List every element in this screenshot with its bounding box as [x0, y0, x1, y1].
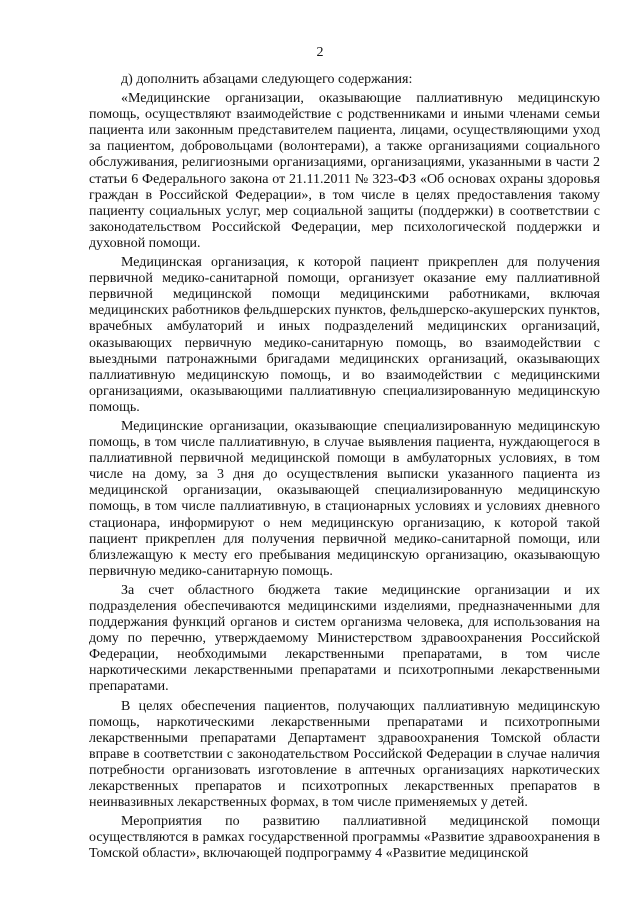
paragraph-narcotic-drugs: В целях обеспечения пациентов, получающих паллиативную медицинскую помощь, наркотическими лекарственными препаратами и психотропными лекарственными препаратами Департамент здравоохранения Томской области вправе в соответствии с законодательством Российской Федерации в случае наличия потребности организовать изготовление в аптечных организациях наркотических лекарственных препаратов и психотропных лекарственных препаратов в неинвазивных лекарственных формах, в том числе применяемых у детей. [89, 698, 600, 811]
document-body [89, 72, 600, 866]
paragraph-state-program: Мероприятия по развитию паллиативной медицинской помощи осуществляются в рамках государственной программы «Развитие здравоохранения в Томской области», включающей подпрограмму 4 «Развитие медицинской [89, 814, 600, 862]
paragraph-specialized-care: Медицинские организации, оказывающие специализированную медицинскую помощь, в том числе паллиативную, в случае выявления пациента, нуждающегося в паллиативной первичной медицинской помощи в амбулаторных условиях, в том числе на дому, за 3 дня до осуществления выписки указанного пациента из медицинской организации, оказывающей специализированную медицинскую помощь, в том числе паллиативную, в стационарных условиях и условиях дневного стационара, информируют о нем медицинскую организацию, к которой такой пациент прикреплен для получения первичной медико-санитарной помощи, или близлежащую к месту его пребывания медицинскую организацию, оказывающую первичную медико-санитарную помощь. [89, 418, 600, 579]
paragraph-primary-care: Медицинская организация, к которой пациент прикреплен для получения первичной медико-санитарной помощи, организует оказание ему паллиативной первичной медицинской помощи медицинскими работниками, включая медицинских работников фельдшерских пунктов, фельдшерско-акушерских пунктов, врачебных амбулаторий и иных подразделений медицинских организаций, оказывающих первичную медико-санитарную помощь, во взаимодействии с выездными патронажными бригадами медицинских организаций, оказывающих паллиативную медицинскую помощь, и во взаимодействии с медицинскими организациями, оказывающими паллиативную специализированную медицинскую помощь. [89, 255, 600, 415]
paragraph-intro: д) дополнить абзацами следующего содержания: [121, 72, 413, 87]
paragraph-regional-budget: За счет областного бюджета такие медицинские организации и их подразделения обеспечиваются медицинскими изделиями, предназначенными для поддержания функций органов и систем организма человека, для использования на дому по перечню, утверждаемому Министерством здравоохранения Российской Федерации, необходимыми лекарственными препаратами, в том числе наркотическими лекарственными препаратами и психотропными лекарственными препаратами. [89, 582, 600, 695]
page-number: 2 [316, 45, 324, 60]
paragraph-interaction: «Медицинские организации, оказывающие паллиативную медицинскую помощь, осуществляют взаимодействие с родственниками и иными членами семьи пациента или законным представителем пациента, лицами, осуществляющими уход за пациентом, добровольцами (волонтерами), а также организациями социального обслуживания, религиозными организациями, организациями, указанными в части 2 статьи 6 Федерального закона от 21.11.2011 № 323-ФЗ «Об основах охраны здоровья граждан в Российской Федерации», в том числе в целях предоставления такому пациенту социальных услуг, мер социальной защиты (поддержки) в соответствии с законодательством Российской Федерации, мер психологической поддержки и духовной помощи. [89, 91, 600, 251]
